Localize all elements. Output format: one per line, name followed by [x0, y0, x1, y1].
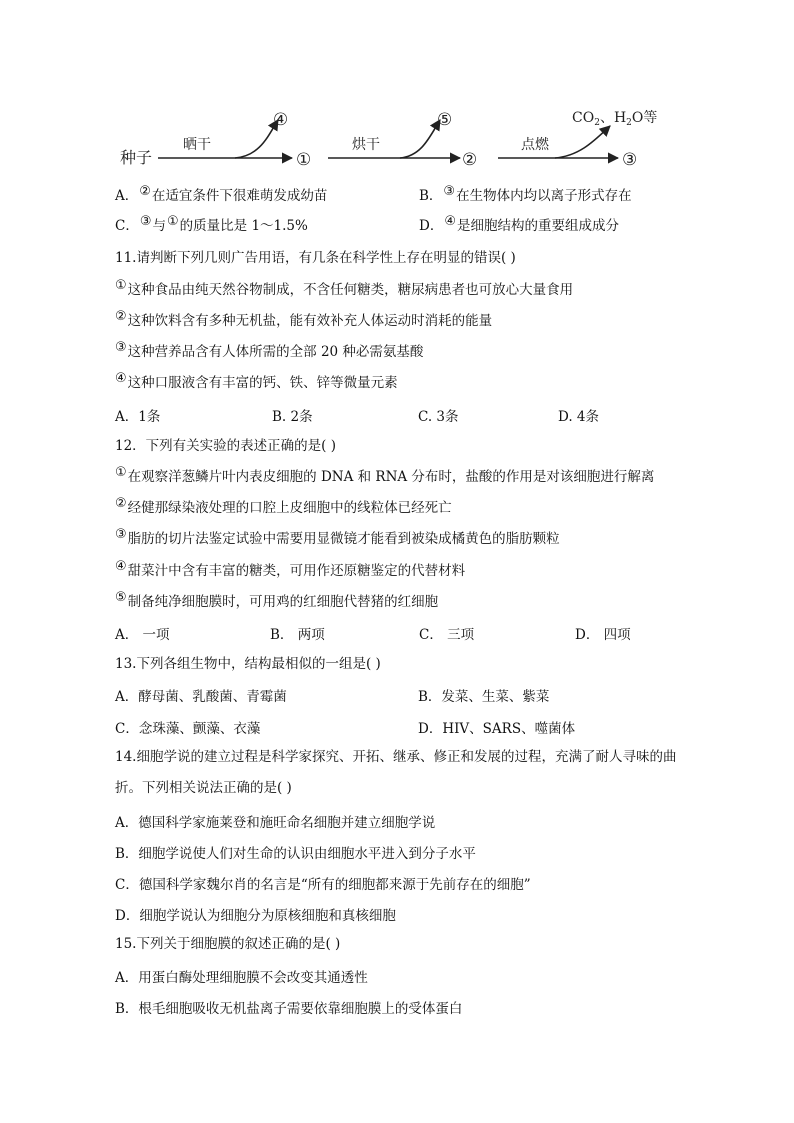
option-letter: D． [419, 218, 444, 234]
diagram-node-2: ② [462, 150, 478, 170]
q10-option-b [419, 186, 632, 207]
circled-number: ④ [115, 559, 127, 574]
diagram-curve-arrow-1 [235, 120, 278, 158]
gas-separator: 、 [599, 110, 614, 126]
q13-option-d: D．HIV、SARS、噬菌体 [418, 721, 576, 737]
diagram-curve-arrow-2 [400, 120, 440, 158]
diagram-node-5: ⑤ [437, 110, 453, 130]
q11-option-b: B. 2条 [272, 409, 313, 425]
co2-subscript: 2 [594, 118, 600, 128]
diagram-gas-label [572, 110, 657, 128]
item-text: 这种饮料含有多种无机盐，能有效补充人体运动时消耗的能量 [127, 313, 493, 329]
diagram-node-4: ④ [273, 110, 289, 130]
co2-prefix: CO [572, 110, 595, 126]
option-text: 与 [152, 218, 166, 234]
diagram-step3-label: 点燃 [521, 137, 549, 153]
item-text: 这种营养品含有人体所需的全部 20 种必需氨基酸 [127, 344, 424, 360]
q15-option-b: B．根毛细胞吸收无机盐离子需要依靠细胞膜上的受体蛋白 [115, 1001, 463, 1017]
q10-option-c [115, 216, 308, 237]
circled-number: ② [139, 184, 151, 199]
q11-option-d: D. 4条 [558, 409, 600, 425]
q13-option-a: A．酵母菌、乳酸菌、青霉菌 [115, 689, 287, 705]
circled-number: ③ [443, 184, 456, 199]
q12-item-3 [115, 529, 560, 550]
q11-stem: 11.请判断下列几则广告用语，有几条在科学性上存在明显的错误( ) [115, 250, 516, 266]
q12-item-2 [115, 498, 452, 519]
q12-option-a: A． 一项 [115, 627, 170, 643]
h2o-subscript: 2 [626, 118, 632, 128]
q12-item-1 [115, 467, 654, 488]
option-text: 是细胞结构的重要组成成分 [456, 218, 619, 234]
q12-item-4 [115, 561, 465, 582]
q12-item-5 [115, 592, 438, 613]
seed-process-diagram [110, 100, 690, 180]
q10-option-a [115, 186, 327, 207]
q12-stem: 12．下列有关实验的表述正确的是( ) [115, 438, 337, 454]
option-text: 在适宜条件下很难萌发成幼苗 [151, 188, 328, 204]
q11-item-1 [115, 280, 573, 301]
option-text: 在生物体内均以离子形式存在 [456, 188, 632, 204]
q12-option-c: C． 三项 [419, 627, 475, 643]
circled-number: ① [167, 214, 179, 229]
q15-stem: 15.下列关于细胞膜的叙述正确的是( ) [115, 936, 341, 952]
option-text: 的质量比是 1～1.5% [179, 218, 308, 234]
q10-option-d [419, 216, 619, 237]
circled-number: ④ [115, 371, 127, 386]
diagram-curve-arrow-3 [555, 126, 610, 158]
q11-item-4 [115, 373, 398, 394]
q14-option-b: B．细胞学说使人们对生命的认识由细胞水平进入到分子水平 [115, 846, 476, 862]
diagram-node-1: ① [296, 150, 312, 170]
q14-option-c: C．德国科学家魏尔肖的名言是“所有的细胞都来源于先前存在的细胞” [115, 877, 531, 893]
diagram-node-3: ③ [622, 150, 638, 170]
q14-option-d: D．细胞学说认为细胞分为原核细胞和真核细胞 [115, 908, 396, 924]
option-letter: A． [115, 188, 139, 204]
circled-number: ① [115, 465, 127, 480]
circled-number: ③ [115, 527, 127, 542]
q14-option-a: A．德国科学家施莱登和施旺命名细胞并建立细胞学说 [115, 815, 436, 831]
diagram-step2-label: 烘干 [352, 137, 380, 153]
q13-option-b: B．发菜、生菜、紫菜 [418, 689, 550, 705]
circled-number: ① [115, 278, 127, 293]
q14-stem: 14.细胞学说的建立过程是科学家探究、开拓、继承、修正和发展的过程，充满了耐人寻味的曲折。下列相关说法正确的是( ) [115, 749, 677, 796]
item-text: 这种口服液含有丰富的钙、铁、锌等微量元素 [127, 375, 398, 391]
circled-number: ③ [115, 340, 127, 355]
h2o-o: O等 [631, 110, 658, 126]
q11-option-c: C. 3条 [418, 409, 459, 425]
item-text: 制备纯净细胞膜时，可用鸡的红细胞代替猪的红细胞 [127, 594, 439, 610]
q15-option-a: A．用蛋白酶处理细胞膜不会改变其通透性 [115, 970, 368, 986]
circled-number: ② [115, 496, 127, 511]
item-text: 经健那绿染液处理的口腔上皮细胞中的线粒体已经死亡 [127, 500, 452, 516]
option-letter: C． [115, 218, 139, 234]
q12-option-b: B． 两项 [270, 627, 325, 643]
circled-number: ⑤ [115, 590, 127, 605]
circled-number: ② [115, 309, 127, 324]
q11-option-a: A．1条 [115, 409, 161, 425]
q11-item-3 [115, 342, 423, 363]
diagram-start-label: 种子 [120, 148, 153, 167]
circled-number: ④ [444, 214, 456, 229]
h2o-h: H [613, 110, 627, 126]
circled-number: ③ [139, 214, 152, 229]
item-text: 甜菜汁中含有丰富的糖类，可用作还原糖鉴定的代替材料 [127, 563, 466, 579]
diagram-step1-label: 晒干 [183, 137, 211, 153]
q13-option-c: C．念珠藻、颤藻、衣藻 [115, 721, 261, 737]
item-text: 在观察洋葱鳞片叶内表皮细胞的 DNA 和 RNA 分布时，盐酸的作用是对该细胞进行解离 [127, 469, 655, 485]
q11-item-2 [115, 311, 492, 332]
q12-option-d: D． 四项 [575, 627, 631, 643]
item-text: 这种食品由纯天然谷物制成，不含任何糖类，糖尿病患者也可放心大量食用 [127, 282, 574, 298]
q13-stem: 13.下列各组生物中，结构最相似的一组是( ) [115, 656, 381, 672]
item-text: 脂肪的切片法鉴定试验中需要用显微镜才能看到被染成橘黄色的脂肪颗粒 [127, 531, 560, 547]
option-letter: B． [419, 188, 443, 204]
